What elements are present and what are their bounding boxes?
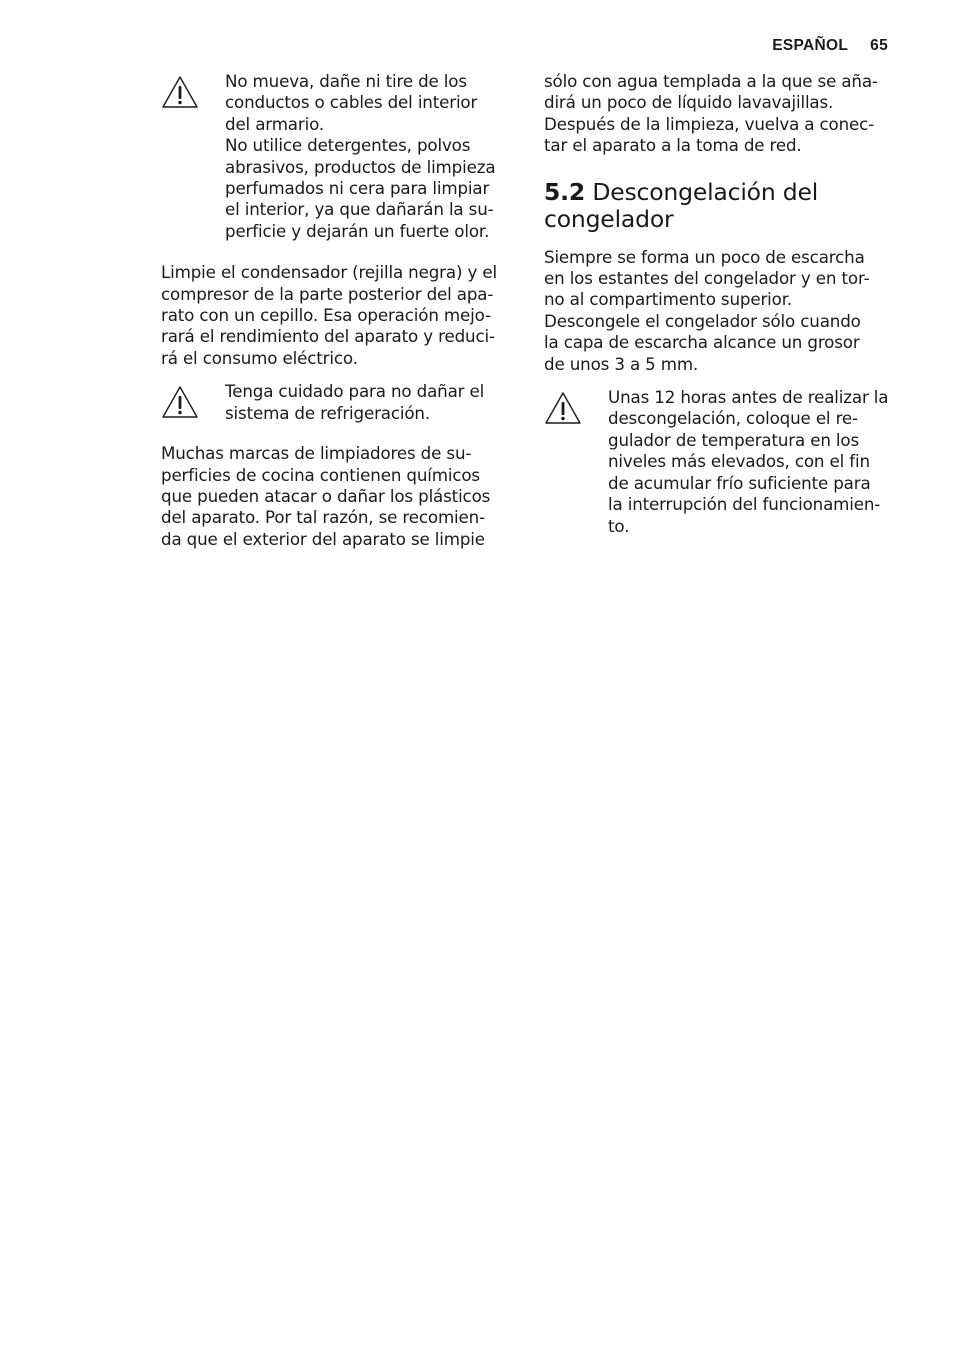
warning-block-3 bbox=[544, 387, 896, 537]
section-heading bbox=[544, 179, 896, 233]
section-number: 5.2 bbox=[544, 177, 586, 206]
paragraph-frost bbox=[544, 247, 896, 375]
warning-icon bbox=[544, 391, 582, 425]
paragraph-condenser bbox=[161, 262, 513, 369]
text-line: rá el consumo eléctrico. bbox=[161, 347, 358, 368]
text-line: Descongele el congelador sólo cuando bbox=[544, 310, 861, 331]
text-line: el interior, ya que dañarán la su- bbox=[225, 199, 494, 220]
text-line: Limpie el condensador (rejilla negra) y el bbox=[161, 262, 497, 283]
text-line: gulador de temperatura en los bbox=[608, 429, 860, 450]
text-line: perfumados ni cera para limpiar bbox=[225, 178, 490, 199]
text-line: sólo con agua templada a la que se aña- bbox=[544, 71, 878, 91]
text-line: la capa de escarcha alcance un grosor bbox=[544, 332, 860, 353]
text-line: de acumular frío suficiente para bbox=[608, 472, 871, 493]
paragraph-cleaners bbox=[161, 443, 513, 550]
text-line: de unos 3 a 5 mm. bbox=[544, 353, 699, 374]
page-header bbox=[772, 37, 888, 55]
text-line: rará el rendimiento del aparato y reduci- bbox=[161, 326, 495, 347]
text-line: del armario. bbox=[225, 113, 324, 134]
text-line: que pueden atacar o dañar los plásticos bbox=[161, 485, 491, 506]
section-title-line: Descongelación del bbox=[592, 177, 819, 206]
section-title-line: congelador bbox=[544, 204, 674, 233]
text-line: to. bbox=[608, 515, 630, 536]
left-column bbox=[161, 70, 513, 550]
text-line: sistema de refrigeración. bbox=[225, 402, 431, 423]
text-line: abrasivos, productos de limpieza bbox=[225, 156, 496, 177]
warning-icon bbox=[161, 385, 199, 419]
text-line: Muchas marcas de limpiadores de su- bbox=[161, 443, 472, 464]
text-line: dirá un poco de líquido lavavajillas. bbox=[544, 92, 834, 113]
text-line: la interrupción del funcionamien- bbox=[608, 494, 881, 515]
warning-icon bbox=[161, 75, 199, 109]
warning-text-3 bbox=[608, 387, 896, 537]
text-line: Unas 12 horas antes de realizar la bbox=[608, 387, 889, 408]
text-line: Siempre se forma un poco de escarcha bbox=[544, 246, 865, 267]
text-line: perficies de cocina contienen químicos bbox=[161, 464, 480, 485]
text-line: compresor de la parte posterior del apa- bbox=[161, 283, 494, 304]
warning-block-1 bbox=[161, 71, 513, 242]
text-line: del aparato. Por tal razón, se recomien- bbox=[161, 507, 485, 528]
text-line: conductos o cables del interior bbox=[225, 92, 478, 113]
text-line: niveles más elevados, con el fin bbox=[608, 451, 870, 472]
warning-block-2 bbox=[161, 381, 513, 424]
text-line: perficie y dejarán un fuerte olor. bbox=[225, 220, 490, 241]
paragraph-continuation bbox=[544, 71, 896, 157]
text-line: tar el aparato a la toma de red. bbox=[544, 135, 802, 156]
text-line: descongelación, coloque el re- bbox=[608, 408, 858, 429]
warning-text-2 bbox=[225, 381, 513, 424]
text-line: No utilice detergentes, polvos bbox=[225, 135, 471, 156]
text-line: en los estantes del congelador y en tor- bbox=[544, 268, 870, 289]
text-line: Tenga cuidado para no dañar el bbox=[225, 381, 485, 402]
text-line: Después de la limpieza, vuelva a conec- bbox=[544, 113, 875, 134]
page-number: 65 bbox=[870, 37, 888, 54]
right-column bbox=[544, 70, 896, 537]
text-line: no al compartimento superior. bbox=[544, 289, 793, 310]
text-line: No mueva, dañe ni tire de los bbox=[225, 71, 467, 91]
text-line: rato con un cepillo. Esa operación mejo- bbox=[161, 305, 491, 326]
warning-text-1 bbox=[225, 71, 513, 242]
language-label: ESPAÑOL bbox=[772, 37, 849, 54]
text-line: da que el exterior del aparato se limpie bbox=[161, 528, 485, 549]
